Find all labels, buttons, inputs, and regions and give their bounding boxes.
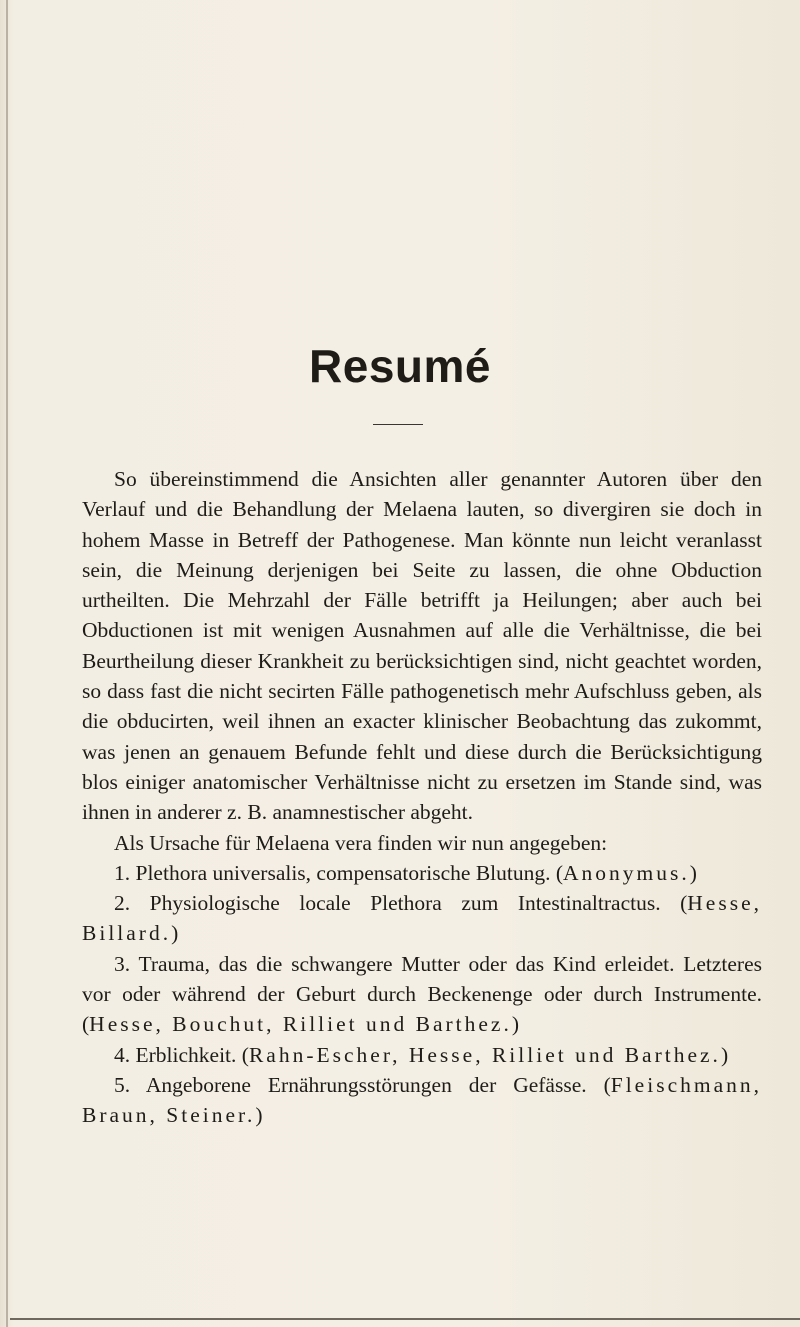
cause-item-3 (82, 949, 762, 1040)
cause-item-4 (82, 1040, 762, 1070)
paragraph-intro: So übereinstimmend die Ansichten aller genannter Autoren über den Verlauf und die Behandlung der Melaena lauten, so divergiren sie doch in hohem Masse in Betreff der Pathogenese. Man könnte nun leicht veranlasst sein, die Meinung derjenigen bei Seite zu lassen, die ohne Obduction urtheilten. Die Mehrzahl der Fälle betrifft ja Heilungen; aber auch bei Obductionen ist mit wenigen Ausnahmen auf alle die Verhältnisse, die bei Beurtheilung dieser Krankheit zu berücksichtigen sind, nicht geachtet worden, so dass fast die nicht secirten Fälle pathogenetisch mehr Aufschluss geben, als die obducirten, weil ihnen an exacter klinischer Beobachtung das zukommt, was jenen an genauem Befunde fehlt und diese durch die Berücksichtigung blos einiger anatomischer Verhältnisse nicht zu ersetzen im Stande sind, was ihnen in anderer z. B. anamnestischer abgeht. (82, 467, 762, 825)
page-edge-shadow (6, 0, 8, 1327)
cause-item-2 (82, 888, 762, 949)
body-text (82, 464, 762, 1131)
cause-authors: Hesse, Billard. (82, 891, 762, 946)
cause-close: ) (171, 921, 179, 946)
cause-authors: Rahn-Escher, Hesse, Rilliet und Barthez. (248, 1042, 721, 1067)
cause-text: 2. Physiologische locale Plethora zum Intestinaltractus. ( (114, 891, 688, 916)
cause-authors: Hesse, Bouchut, Rilliet und Barthez. (89, 1012, 512, 1037)
page-title: Resumé (309, 340, 491, 392)
cause-close: ) (511, 1012, 520, 1037)
cause-authors: Fleischmann, Braun, Steiner. (82, 1072, 762, 1128)
title-rule (373, 424, 423, 425)
cause-text: 1. Plethora universalis, compensatorische Blutung. ( (114, 860, 564, 885)
page-bottom-rule (10, 1318, 800, 1320)
cause-item-5 (82, 1070, 762, 1131)
cause-text: 3. Trauma, das die schwangere Mutter oder das Kind erleidet. Letzteres vor oder während der Geburt durch Beckenenge oder durch Instrumente. ( (82, 951, 762, 1037)
cause-close: ) (255, 1103, 263, 1128)
cause-authors: Anonymus. (563, 860, 690, 885)
cause-close: ) (689, 860, 697, 885)
cause-text: 5. Angeborene Ernährungsstörungen der Gefässe. ( (114, 1072, 611, 1097)
cause-text: 4. Erblichkeit. ( (114, 1042, 249, 1067)
cause-item-1 (82, 858, 762, 888)
paragraph-causes: Als Ursache für Melaena vera finden wir nun angegeben: (114, 830, 608, 855)
cause-close: ) (720, 1042, 729, 1067)
